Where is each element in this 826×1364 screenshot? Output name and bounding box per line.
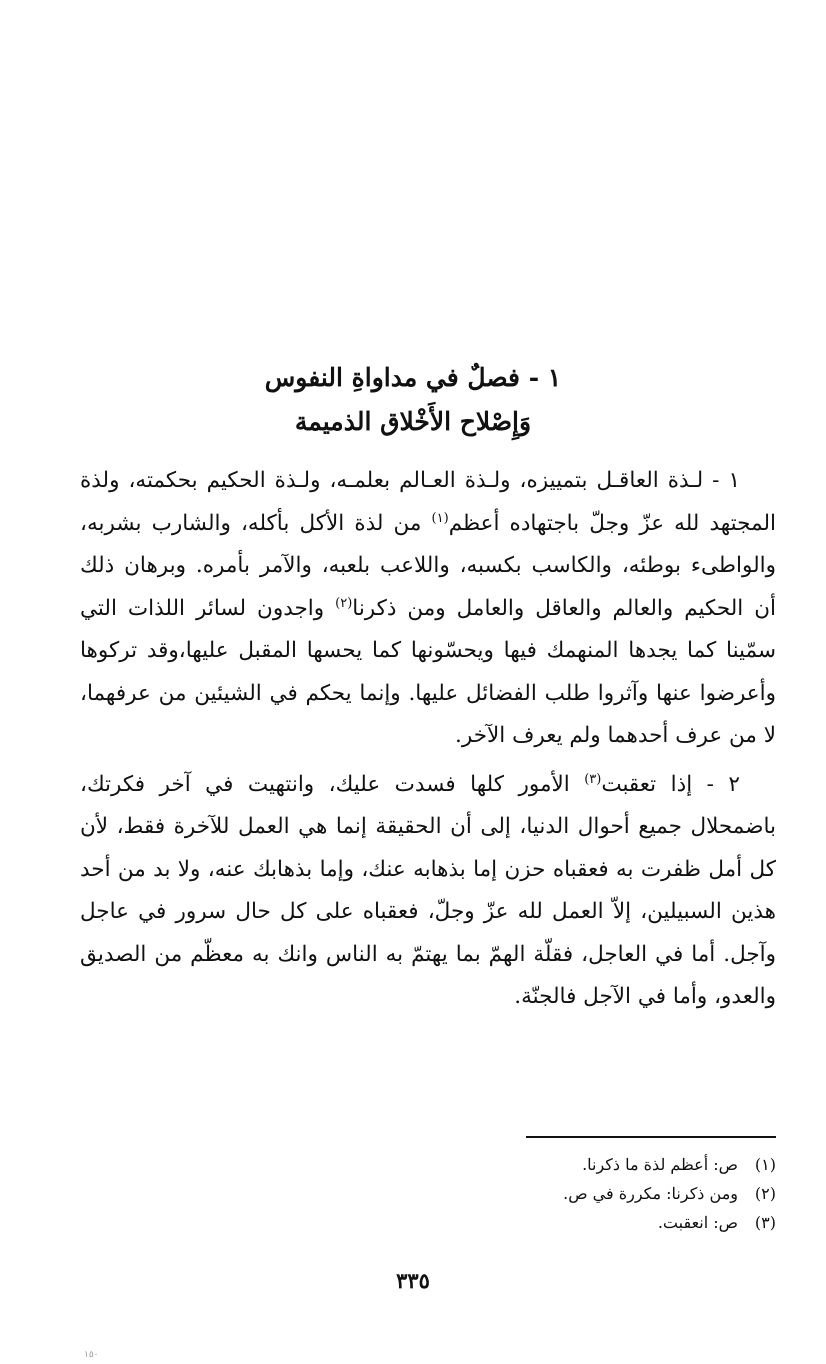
footnotes <box>360 1150 776 1237</box>
footnote-ref-3: (٣) <box>584 771 602 787</box>
footnote-3 <box>360 1208 776 1237</box>
footnote-ref-2: (٢) <box>335 595 353 611</box>
footnote-number: (٣) <box>754 1213 776 1232</box>
page-number: ٣٣٥ <box>396 1268 430 1293</box>
footnote-text: ومن ذكرنا: مكررة في ص. <box>563 1184 738 1203</box>
footnote-number: (٢) <box>754 1184 776 1203</box>
footnote-1 <box>360 1150 776 1179</box>
main-text <box>80 460 776 1019</box>
paragraph-1-text-c: واجدون لسائر اللذات التي سمّينا كما يجدها المنهمك فيها ويحسّونها كما يحسها المقبل عليها،وقد تركوها وأعرضوا عنها وآثروا طلب الفضائل عليها. وإنما يحكم في الشيئين من عرفهما، لا من عرف أحدهما ولم يعرف الآخر. <box>80 595 776 748</box>
footnote-2 <box>360 1179 776 1208</box>
footnote-text: ص: أعظم لذة ما ذكرنا. <box>582 1155 738 1174</box>
footnote-ref-1: (١) <box>431 510 449 526</box>
paragraph-2-text-a: ٢ - إذا تعقبت <box>601 771 740 797</box>
section-heading <box>60 356 766 444</box>
paragraph-1 <box>80 460 776 758</box>
paragraph-1-text-a: ١ - لـذة العاقـل بتمييزه، ولـذة العـالم بعلمـه، ولـذة الحكيم بحكمته، ولذة المجتهد لله عزّ وجلّ باجتهاده أعظم <box>80 468 776 536</box>
footnote-text: ص: انعقبت. <box>657 1213 738 1232</box>
footnote-divider <box>526 1136 776 1138</box>
heading-line-1: ١ - فصلٌ في مداواةِ النفوس <box>264 363 562 392</box>
footnote-number: (١) <box>754 1155 776 1174</box>
paragraph-2-text-b: الأمور كلها فسدت عليك، وانتهيت في آخر فكرتك، باضمحلال جميع أحوال الدنيا، إلى أن الحقيقة إنما هي العمل للآخرة فقط، لأن كل أمل ظفرت به فعقباه حزن إما بذهابه عنك، وإما بذهابك عنه، ولا بد من أحد هذين السبيلين، إلاّ العمل لله عزّ وجلّ، فعقباه على كل حال سرور في عاجل وآجل. أما في العاجل، فقلّة الهمّ بما يهتمّ به الناس وانك به معظّم من الصديق والعدو، وأما في الآجل فالجنّة. <box>80 771 776 1009</box>
heading-line-2: وَإِصْلاح الأَخْلاق الذميمة <box>294 407 532 436</box>
paragraph-1-text-b: من لذة الأكل بأكله، والشارب بشربه، والواطىء بوطئه، والكاسب بكسبه، واللاعب بلعبه، والآمر بأمره. وبرهان ذلك أن الحكيم والعالم والعاقل والعامل ومن ذكرنا <box>80 510 776 621</box>
corner-mark: ١٥٠ <box>84 1350 99 1360</box>
paragraph-2 <box>80 764 776 1019</box>
